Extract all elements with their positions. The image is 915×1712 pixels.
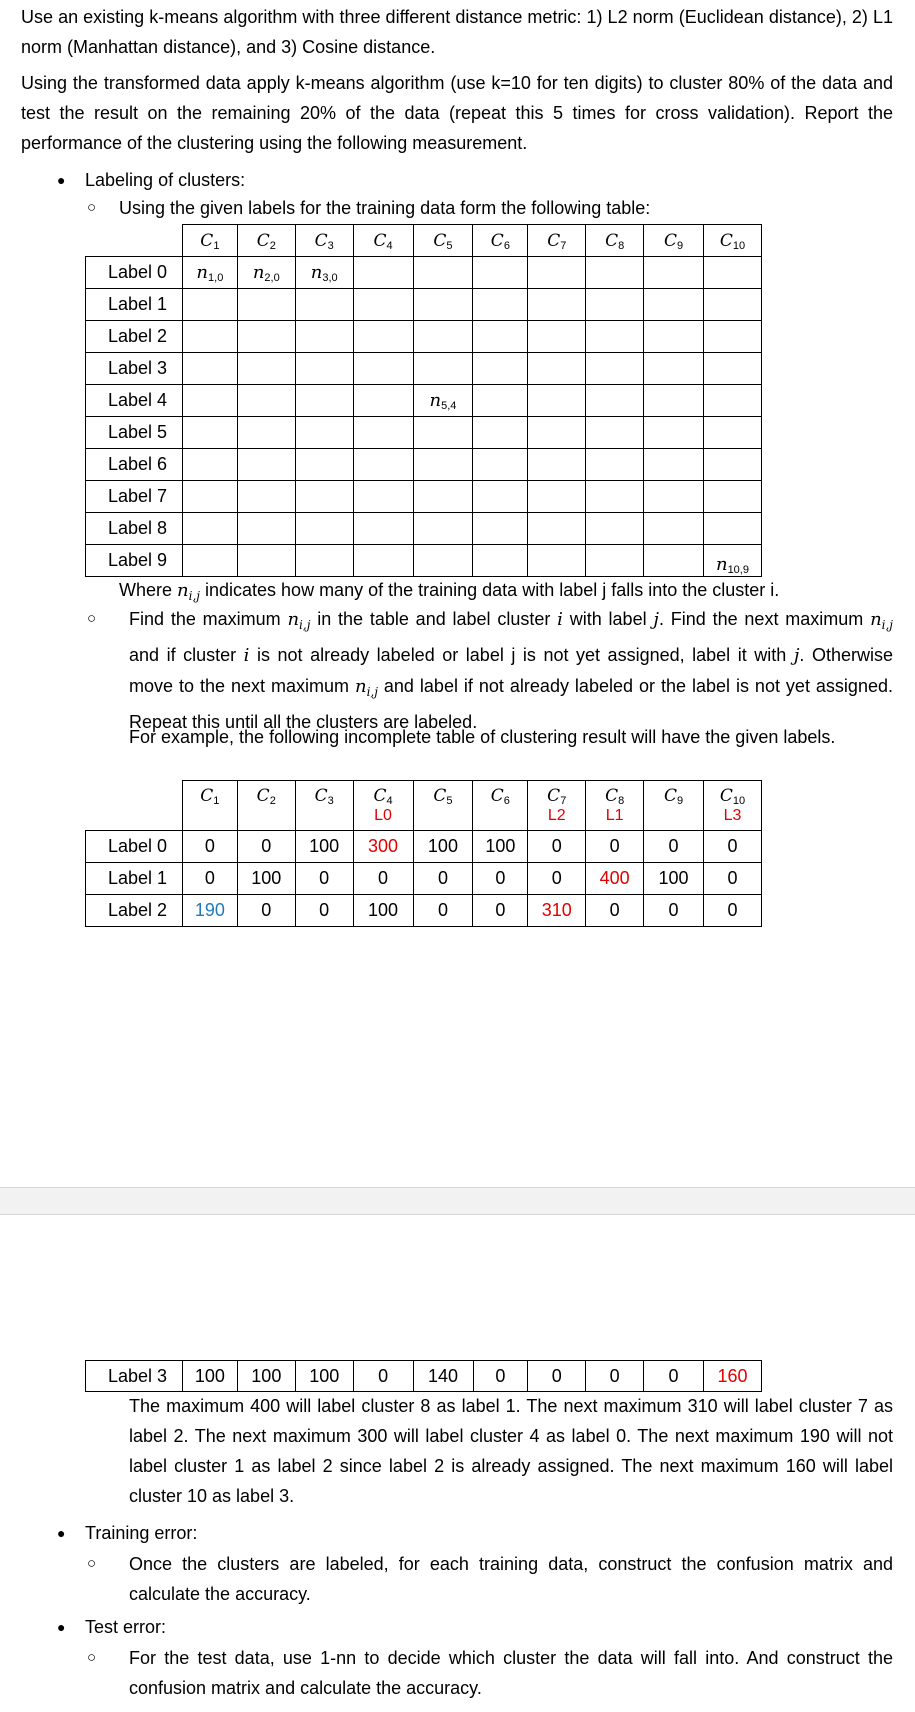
cell: 0 xyxy=(295,895,353,927)
cell: 0 xyxy=(237,895,295,927)
labeling-heading: Labeling of clusters: xyxy=(85,170,246,190)
table1-row xyxy=(86,257,762,289)
table2-row xyxy=(86,1361,762,1392)
cell: 0 xyxy=(528,1361,586,1392)
table1-col-5: C5 xyxy=(413,225,473,257)
row-label: Label 1 xyxy=(86,289,183,321)
cell: 0 xyxy=(413,863,473,895)
cell: 0 xyxy=(473,1361,528,1392)
cell: 0 xyxy=(353,863,413,895)
table1-header-row xyxy=(86,225,762,257)
table2-row xyxy=(86,863,762,895)
labeling-sub1: Using the given labels for the training data form the following table: xyxy=(119,198,651,218)
cell-n-2-0: n2,0 xyxy=(237,257,295,289)
cell: 0 xyxy=(473,863,528,895)
table1-row xyxy=(86,481,762,513)
intro-paragraph-2: Using the transformed data apply k-means algorithm (use k=10 for ten digits) to cluster 80% of the data and test the result on the remaining 20% of the data (repeat this 5 times for cross validation). Report the performance of the clustering using the following measurement. xyxy=(21,73,893,153)
circle-bullet-icon: ○ xyxy=(87,1555,97,1572)
row-label: Label 4 xyxy=(86,385,183,417)
table1-col-9: C9 xyxy=(644,225,704,257)
bullet-icon: ● xyxy=(57,1525,66,1541)
row-label: Label 2 xyxy=(86,895,183,927)
table1-row xyxy=(86,417,762,449)
example-table xyxy=(85,780,762,927)
table2-col-2: C2 xyxy=(237,781,295,831)
cell: 100 xyxy=(413,831,473,863)
cell-n-10-9: n10,9 xyxy=(703,545,761,577)
cell: 0 xyxy=(182,863,237,895)
bullet-icon: ● xyxy=(57,1619,66,1635)
row-label: Label 0 xyxy=(86,831,183,863)
cell: 0 xyxy=(182,831,237,863)
cell: 0 xyxy=(644,895,704,927)
table2-col-4: C4 L0 xyxy=(353,781,413,831)
cell: 0 xyxy=(528,863,586,895)
cell: 0 xyxy=(295,863,353,895)
page-break xyxy=(0,1187,915,1215)
row-label: Label 3 xyxy=(86,353,183,385)
table2-header-row xyxy=(86,781,762,831)
cell-n-1-0: n1,0 xyxy=(182,257,237,289)
table2-row xyxy=(86,895,762,927)
cell: 0 xyxy=(237,831,295,863)
cell-n-3-0: n3,0 xyxy=(295,257,353,289)
bullet-icon: ● xyxy=(57,172,66,188)
table1-row xyxy=(86,545,762,577)
cell: 0 xyxy=(704,863,762,895)
table1-row xyxy=(86,289,762,321)
cell: 100 xyxy=(473,831,528,863)
table1-col-4: C4 xyxy=(353,225,413,257)
table2-row xyxy=(86,831,762,863)
row-label: Label 7 xyxy=(86,481,183,513)
table2-col-10: C10 L3 xyxy=(704,781,762,831)
cell: 0 xyxy=(353,1361,413,1392)
labeling-sub2: Find the maximum $n_{i,j}$ in the table and label cluster i with label j. Find the next maximum $n_{i,j}$ and if cluster i is not already labeled or label j is not yet assigned, label it with j. Otherwise move to the next maximum $n_{i,j}$ and label if not already labeled or the label is not yet assigned. Repeat this until all the clusters are labeled. xyxy=(129,609,894,732)
row-label: Label 9 xyxy=(86,545,183,577)
table1-col-7: C7 xyxy=(528,225,586,257)
row-label: Label 8 xyxy=(86,513,183,545)
table1-col-1: C1 xyxy=(182,225,237,257)
table2-col-5: C5 xyxy=(413,781,473,831)
table2-col-9: C9 xyxy=(644,781,704,831)
cell: 100 xyxy=(295,831,353,863)
row-label: Label 3 xyxy=(86,1361,183,1392)
example-table-continued xyxy=(85,1360,762,1392)
table1-col-3: C3 xyxy=(295,225,353,257)
cell: 100 xyxy=(644,863,704,895)
cell: 0 xyxy=(586,1361,644,1392)
cell: 100 xyxy=(237,863,295,895)
cell: 0 xyxy=(704,831,762,863)
circle-bullet-icon: ○ xyxy=(87,1649,97,1666)
row-label: Label 2 xyxy=(86,321,183,353)
cell-highlight-blue: 190 xyxy=(182,895,237,927)
test-text: For the test data, use 1-nn to decide which cluster the data will fall into. And construct the confusion matrix and calculate the accuracy. xyxy=(129,1648,893,1698)
table1-col-8: C8 xyxy=(586,225,644,257)
table2-col-3: C3 xyxy=(295,781,353,831)
table2-col-1: C1 xyxy=(182,781,237,831)
example-text: For example, the following incomplete table of clustering result will have the given labels. xyxy=(129,727,836,747)
row-label: Label 6 xyxy=(86,449,183,481)
cell: 0 xyxy=(644,1361,704,1392)
table1-row xyxy=(86,321,762,353)
cell: 0 xyxy=(528,831,586,863)
table1-col-10: C10 xyxy=(703,225,761,257)
where-text: Where $n_{i,j}$ indicates how many of the training data with label j falls into the cluster i. xyxy=(119,580,780,603)
cell: 0 xyxy=(704,895,762,927)
explanation-text: The maximum 400 will label cluster 8 as label 1. The next maximum 310 will label cluster 7 as label 2. The next maximum 300 will label cluster 4 as label 0. The next maximum 190 will not label cluster 1 as label 2 since label 2 is already assigned. The next maximum 160 will label cluster 10 as label 3. xyxy=(129,1396,893,1506)
table1-row xyxy=(86,353,762,385)
cell-highlight: 310 xyxy=(528,895,586,927)
cell: 100 xyxy=(295,1361,353,1392)
table1-row xyxy=(86,513,762,545)
cell: 100 xyxy=(353,895,413,927)
cell-highlight: 400 xyxy=(586,863,644,895)
cell-highlight: 300 xyxy=(353,831,413,863)
table1-row xyxy=(86,449,762,481)
intro-paragraph-1: Use an existing k-means algorithm with three different distance metric: 1) L2 norm (Euclidean distance), 2) L1 norm (Manhattan distance), and 3) Cosine distance. xyxy=(21,7,893,57)
cell: 0 xyxy=(644,831,704,863)
circle-bullet-icon: ○ xyxy=(87,610,97,627)
table1-row xyxy=(86,385,762,417)
table2-col-6: C6 xyxy=(473,781,528,831)
cell: 100 xyxy=(237,1361,295,1392)
cell-highlight: 160 xyxy=(704,1361,762,1392)
table1-col-6: C6 xyxy=(473,225,528,257)
row-label: Label 1 xyxy=(86,863,183,895)
table2-col-7: C7 L2 xyxy=(528,781,586,831)
row-label: Label 0 xyxy=(86,257,183,289)
table1-col-2: C2 xyxy=(237,225,295,257)
table2-col-8: C8 L1 xyxy=(586,781,644,831)
training-text: Once the clusters are labeled, for each training data, construct the confusion matrix and calculate the accuracy. xyxy=(129,1554,893,1604)
cell-n-5-4: n5,4 xyxy=(413,385,473,417)
cell: 140 xyxy=(413,1361,473,1392)
cluster-label-table xyxy=(85,224,762,577)
cell: 0 xyxy=(473,895,528,927)
row-label: Label 5 xyxy=(86,417,183,449)
circle-bullet-icon: ○ xyxy=(87,199,97,216)
cell: 100 xyxy=(182,1361,237,1392)
cell: 0 xyxy=(413,895,473,927)
training-heading: Training error: xyxy=(85,1523,198,1543)
cell: 0 xyxy=(586,831,644,863)
test-heading: Test error: xyxy=(85,1617,167,1637)
cell: 0 xyxy=(586,895,644,927)
